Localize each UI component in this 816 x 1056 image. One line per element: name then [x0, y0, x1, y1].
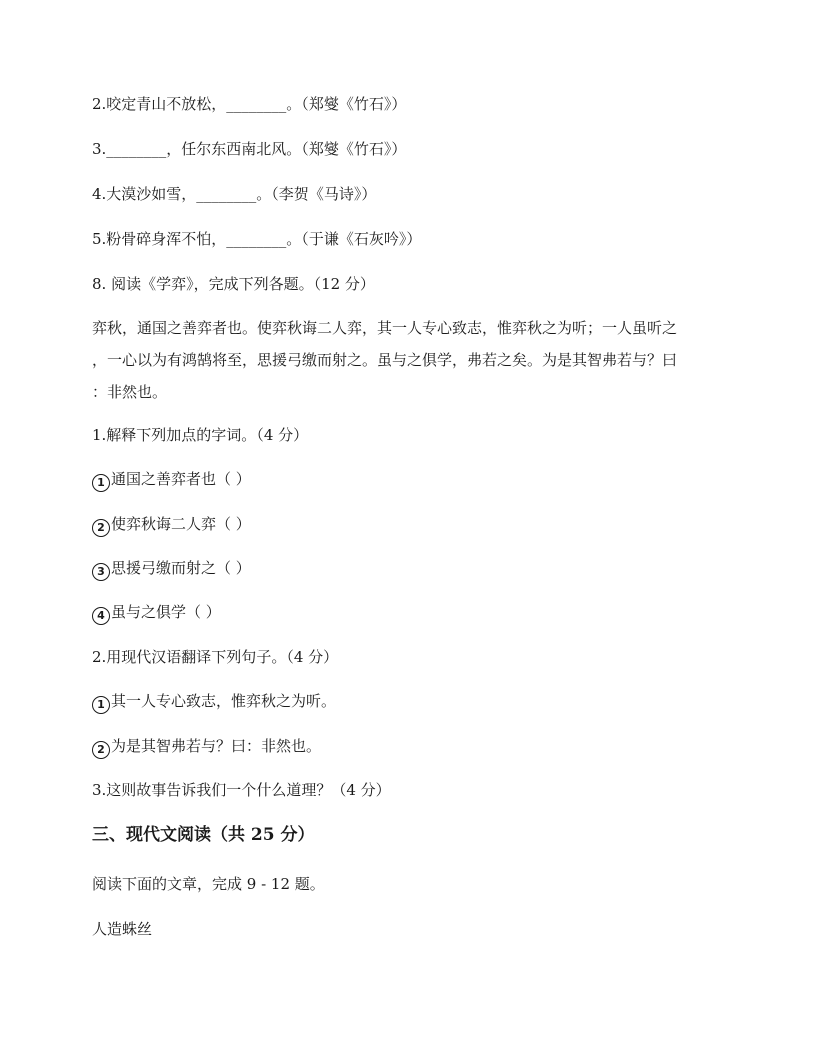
- poem-item-3: 3.________，任尔东西南北风。（郑燮《竹石》）: [92, 140, 407, 158]
- poem-item-5: 5.粉骨碎身浑不怕，________。（于谦《石灰吟》）: [92, 230, 422, 248]
- sub2-item-text: 其一人专心致志，惟弈秋之为听。: [111, 692, 337, 710]
- circled-number: 4: [92, 607, 110, 625]
- sub-question-2-title: 2.用现代汉语翻译下列句子。（4 分）: [92, 648, 339, 666]
- circled-number: 1: [92, 474, 110, 492]
- circled-number: 3: [92, 563, 110, 581]
- circled-number: 2: [92, 519, 110, 537]
- sub1-item-text: 思援弓缴而射之（ ）: [111, 559, 251, 577]
- xueyi-passage: [92, 312, 732, 408]
- passage-line: 弈秋，通国之善弈者也。使弈秋诲二人弈，其一人专心致志，惟弈秋之为听；一人虽听之: [92, 319, 678, 337]
- sub-question-1-title: 1.解释下列加点的字词。（4 分）: [92, 426, 309, 444]
- circled-number: 1: [92, 696, 110, 714]
- sub1-item-text: 虽与之俱学（ ）: [111, 603, 221, 621]
- poem-item-4: 4.大漠沙如雪，________。（李贺《马诗》）: [92, 185, 377, 203]
- sub1-item-3: [92, 557, 732, 581]
- poem-item-2: 2.咬定青山不放松，________。（郑燮《竹石》）: [92, 95, 407, 113]
- article-title: 人造蛛丝: [92, 920, 153, 938]
- circled-number: 2: [92, 741, 110, 759]
- sub1-item-4: [92, 601, 732, 625]
- sub1-item-2: [92, 513, 732, 537]
- sub2-item-2: [92, 735, 732, 759]
- sub2-item-text: 为是其智弗若与？曰：非然也。: [111, 737, 322, 755]
- sub2-item-1: [92, 690, 732, 714]
- sub-question-3-title: 3.这则故事告诉我们一个什么道理？（4 分）: [92, 781, 391, 799]
- section-3-instruction: 阅读下面的文章，完成 9 - 12 题。: [92, 875, 325, 893]
- section-3-heading: 三、现代文阅读（共 25 分）: [92, 825, 315, 845]
- passage-line: ：非然也。: [92, 383, 168, 401]
- sub1-item-text: 通国之善弈者也（ ）: [111, 470, 251, 488]
- question-8-title: 8. 阅读《学弈》，完成下列各题。（12 分）: [92, 275, 375, 293]
- sub1-item-1: [92, 468, 732, 492]
- passage-line: ，一心以为有鸿鹄将至，思援弓缴而射之。虽与之俱学，弗若之矣。为是其智弗若与？曰: [92, 351, 678, 369]
- sub1-item-text: 使弈秋诲二人弈（ ）: [111, 515, 251, 533]
